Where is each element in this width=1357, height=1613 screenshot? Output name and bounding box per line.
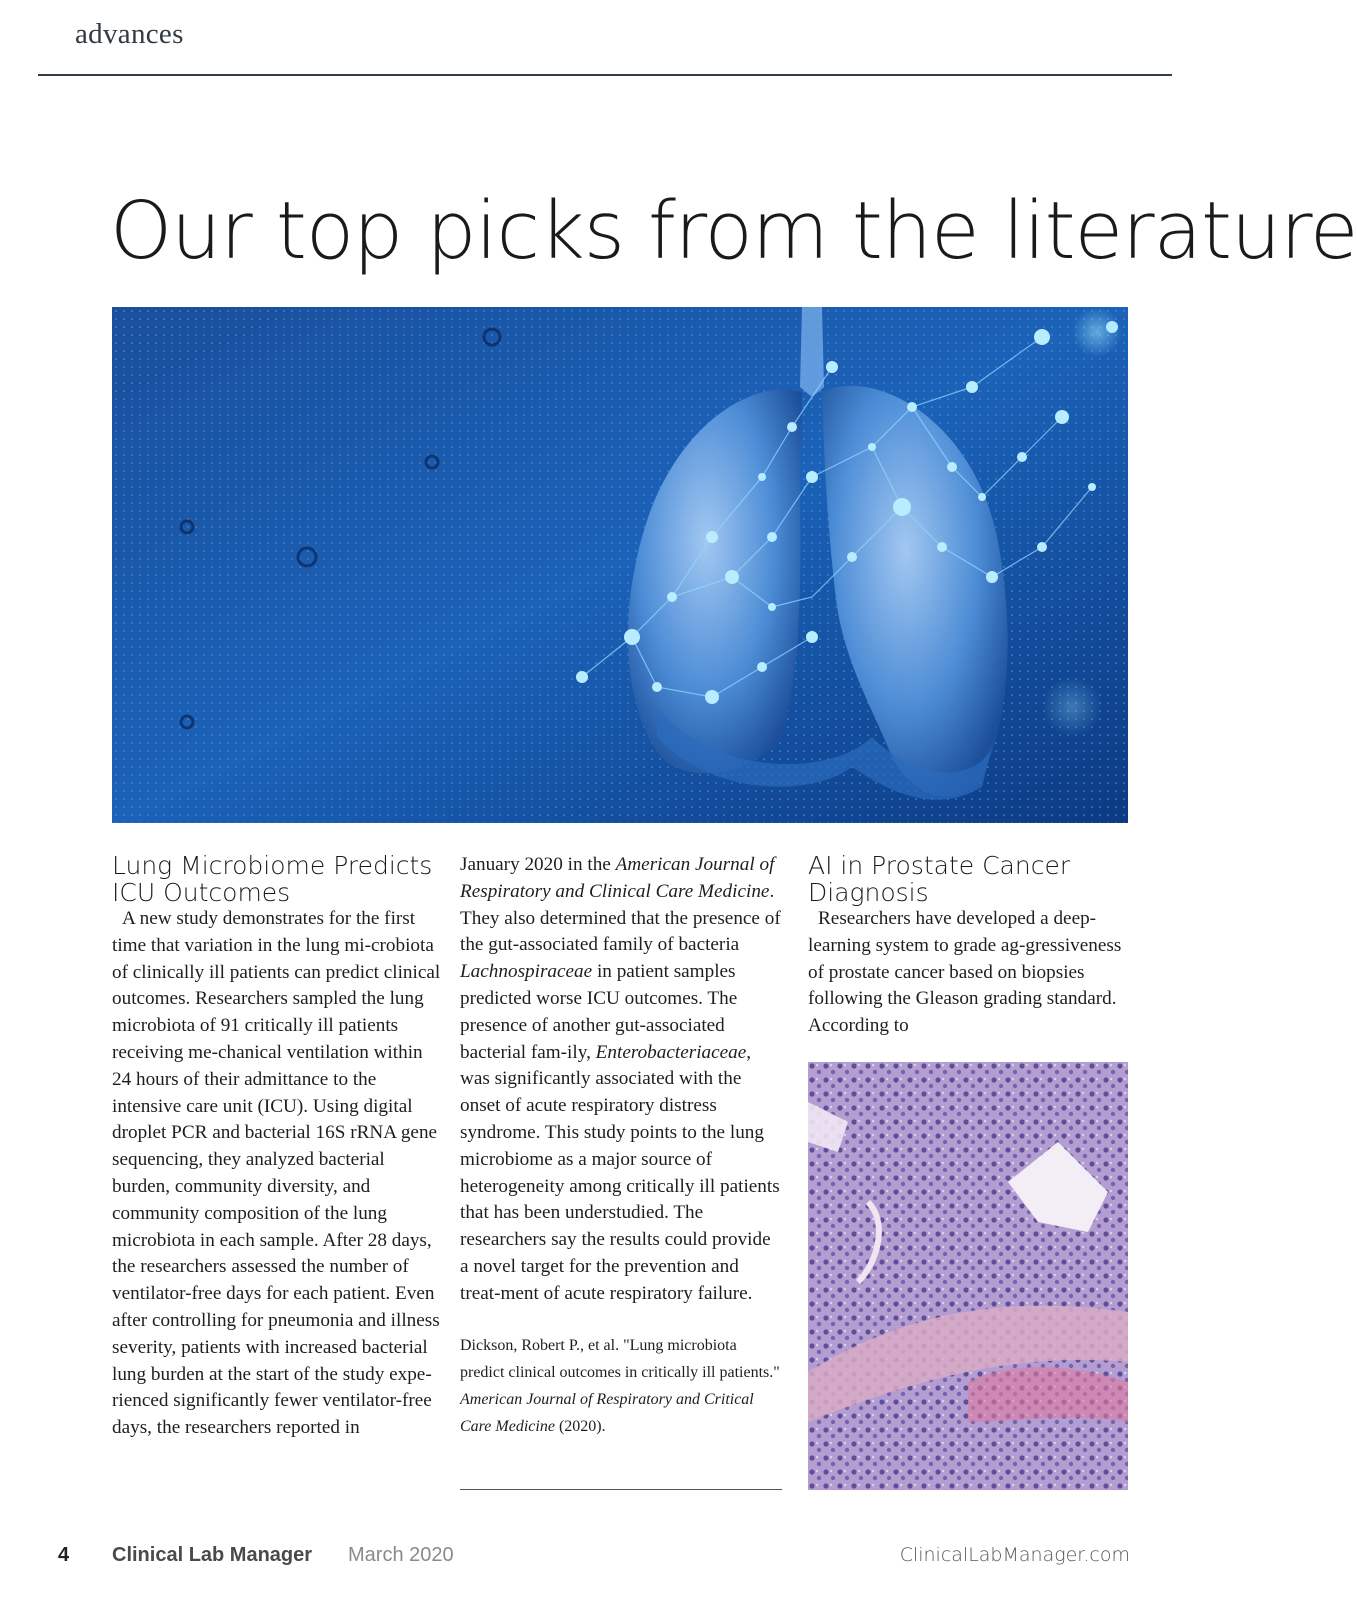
text-span: in patient samples predicted worse ICU outcomes. The presence of another gut-associated bacterial fam-ily, [460,961,738,1063]
reference-divider [460,1489,782,1490]
ref-journal: American Journal of Respiratory and Critical Care Medicine [460,1390,754,1435]
article-lung-reference [460,1332,782,1440]
website-link[interactable]: ClinicalLabManager.com [899,1544,1130,1566]
article-prostate [808,852,1128,1040]
article-prostate-body: Researchers have developed a deep-learning system to grade ag-gressiveness of prostate cancer based on biopsies following the Gleason grading standard. According to [808,908,1122,1037]
section-label: advances [75,18,184,50]
text-span: . They also determined that the presence of the gut-associated family of bacteria [460,880,781,956]
text-span: January 2020 in the [460,854,616,875]
lung-illustration [112,307,1128,823]
page-number: 4 [58,1544,70,1566]
article-prostate-headline: AI in Prostate Cancer Diagnosis [808,851,1071,907]
journal-name: American Journal of Respiratory and Clinical Care Medicine [460,854,775,902]
ref-year: (2020). [554,1417,606,1435]
article-lung-headline: Lung Microbiome Predicts ICU Outcomes [112,851,433,907]
histology-image [808,1062,1128,1490]
publication-name: Clinical Lab Manager [112,1544,313,1566]
bacteria-family: Enterobacteriaceae [595,1041,747,1063]
article-lung-body-2 [460,852,782,1308]
issue-date: March 2020 [348,1544,454,1566]
header-rule [38,74,1172,76]
text-span: , was significantly associated with the onset of acute respiratory distress syndrome. This study points to the lung microbiome as a major source of heterogeneity among critically ill patients that has been understudied. The researchers say the results could provide a novel target for the prevention and treat-ment of acute respiratory failure. [460,1041,780,1304]
article-lung-col2 [460,852,782,1456]
bacteria-family: Lachnospiraceae [460,961,593,983]
article-lung-col1 [112,852,442,1442]
page-title: Our top picks from the literature [110,185,1357,277]
ref-text: Dickson, Robert P., et al. "Lung microbiota predict clinical outcomes in critically ill patients." [460,1336,780,1381]
article-lung-body-1: A new study demonstrates for the first time that variation in the lung mi-crobiota of clinically ill patients can predict clinical outcomes. Researchers sampled the lung microbiota of 91 critically ill patients receiving me-chanical ventilation within 24 hours of their admittance to the intensive care unit (ICU). Using digital droplet PCR and bacterial 16S rRNA gene sequencing, they analyzed bacterial burden, community diversity, and community composition of the lung microbiota in each sample. After 28 days, the researchers assessed the number of ventilator-free days for each patient. Even after controlling for pneumonia and illness severity, patients with increased bacterial lung burden at the start of the study expe-rienced significantly fewer ventilator-free days, the researchers reported in [112,908,441,1439]
